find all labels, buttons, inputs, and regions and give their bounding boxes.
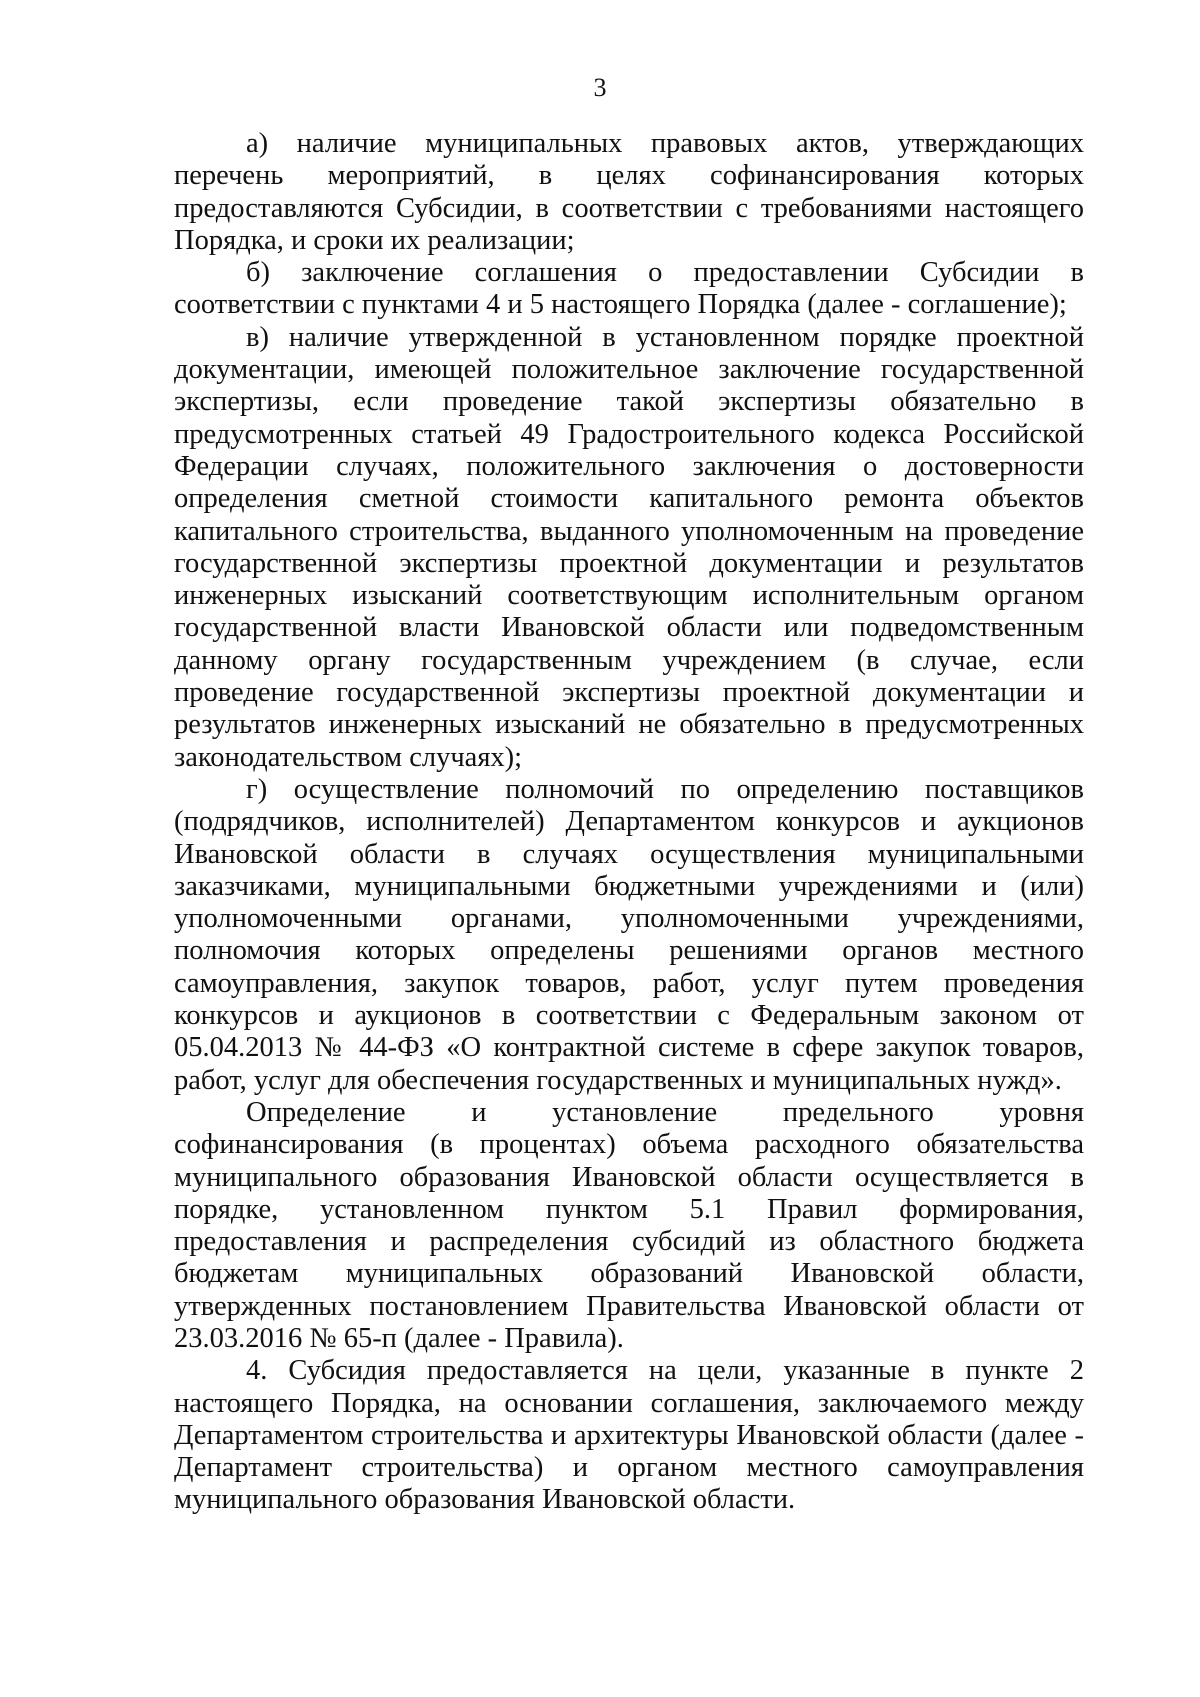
paragraph-v: в) наличие утвержденной в установленном порядке проектной документации, имеющей положительное заключение государственной экспертизы, если проведение такой экспертизы обязательно в предусмотренных статьей 49 Градостроительного кодекса Российской Федерации случаях, положительного заключения о достоверности определения сметной стоимости капитального ремонта объектов капитального строительства, выданного уполномоченным на проведение государственной экспертизы проектной документации и результатов инженерных изысканий соответствующим исполнительным органом государственной власти Ивановской области или подведомственным данному органу государственным учреждением (в случае, если проведение государственной экспертизы проектной документации и результатов инженерных изысканий не обязательно в предусмотренных законодательством случаях); xyxy=(174,321,1084,773)
page-number: 3 xyxy=(593,73,607,102)
paragraph-g: г) осуществление полномочий по определению поставщиков (подрядчиков, исполнителей) Департаментом конкурсов и аукционов Ивановской области в случаях осуществления муниципальными заказчиками, муниципальными бюджетными учреждениями и (или) уполномоченными органами, уполномоченными учреждениями, полномочия которых определены решениями органов местного самоуправления, закупок товаров, работ, услуг путем проведения конкурсов и аукционов в соответствии с Федеральным законом от 05.04.2013 № 44-ФЗ «О контрактной системе в сфере закупок товаров, работ, услуг для обеспечения государственных и муниципальных нужд». xyxy=(174,773,1084,1096)
paragraph-b: б) заключение соглашения о предоставлении Субсидии в соответствии с пунктами 4 и 5 настоящего Порядка (далее - соглашение); xyxy=(174,257,1084,321)
paragraph-4: 4. Субсидия предоставляется на цели, указанные в пункте 2 настоящего Порядка, на основании соглашения, заключаемого между Департаментом строительства и архитектуры Ивановской области (далее - Департамент строительства) и органом местного самоуправления муниципального образования Ивановской области. xyxy=(174,1355,1084,1516)
paragraph-a: а) наличие муниципальных правовых актов, утверждающих перечень мероприятий, в целях софинансирования которых предоставляются Субсидии, в соответствии с требованиями настоящего Порядка, и сроки их реализации; xyxy=(174,128,1084,256)
document-body xyxy=(174,128,1084,1517)
paragraph-cofinancing: Определение и установление предельного уровня софинансирования (в процентах) объема расходного обязательства муниципального образования Ивановской области осуществляется в порядке, установленном пунктом 5.1 Правил формирования, предоставления и распределения субсидий из областного бюджета бюджетам муниципальных образований Ивановской области, утвержденных постановлением Правительства Ивановской области от 23.03.2016 № 65-п (далее - Правила). xyxy=(174,1096,1084,1354)
